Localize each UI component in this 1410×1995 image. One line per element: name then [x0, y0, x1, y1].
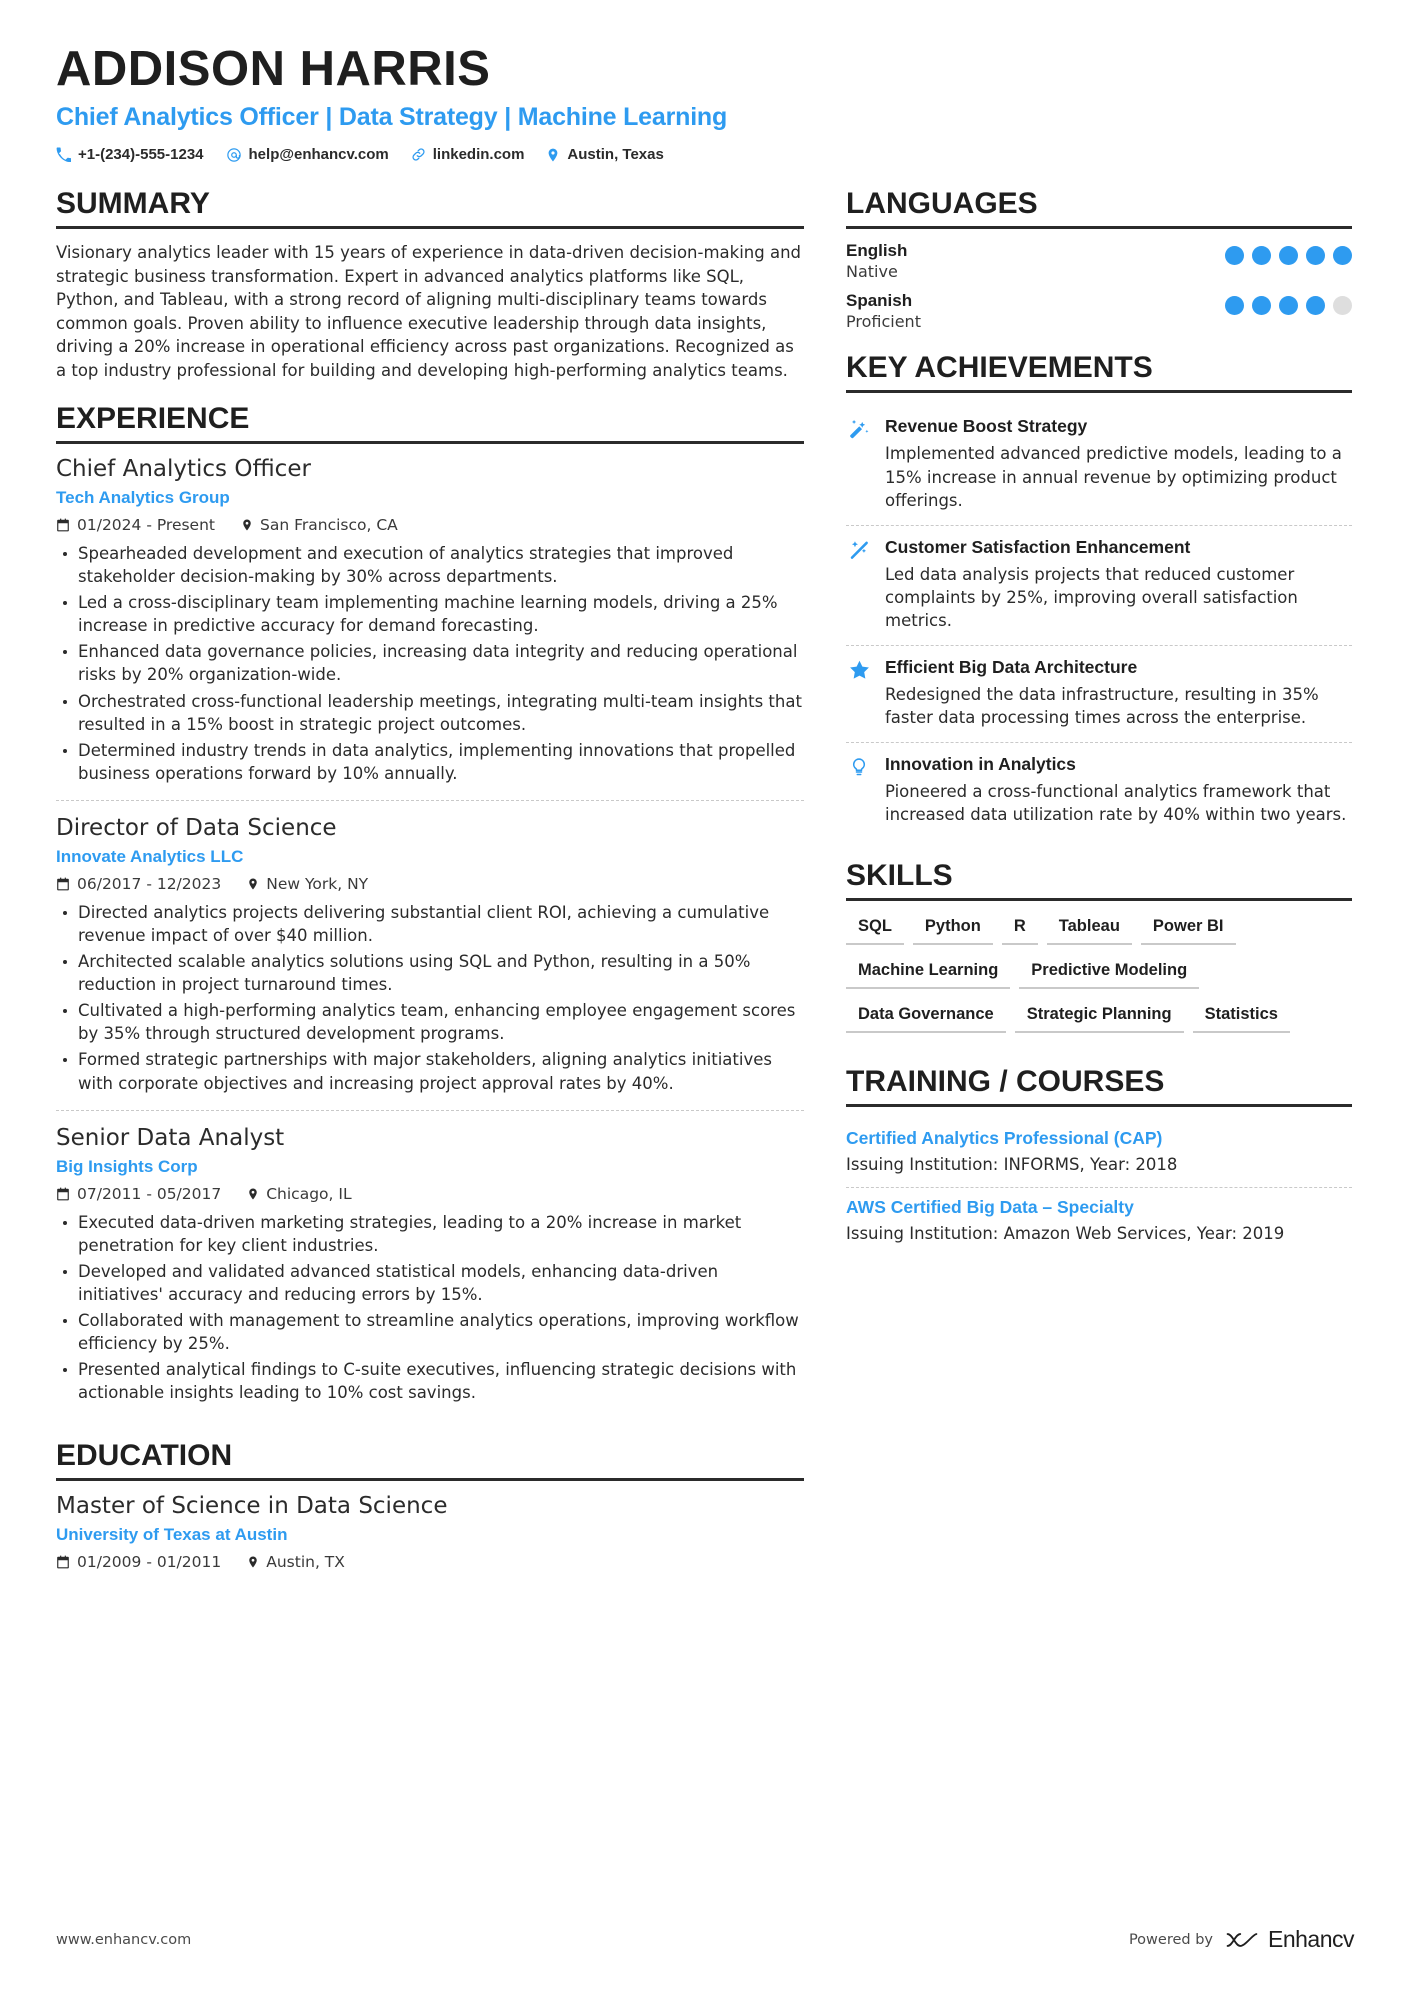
job-bullet: Led a cross-disciplinary team implementing machine learning models, driving a 25% increase in predictive accuracy for demand forecasting. — [56, 591, 804, 637]
skill-tag: SQL — [846, 913, 904, 945]
language-item — [846, 241, 1352, 281]
section-title-training: TRAINING / COURSES — [846, 1065, 1352, 1107]
candidate-headline: Chief Analytics Officer | Data Strategy | Machine Learning — [56, 103, 728, 132]
job-company: Big Insights Corp — [56, 1156, 198, 1176]
left-column — [56, 181, 804, 1591]
location-icon — [247, 1187, 259, 1201]
footer-website[interactable]: www.enhancv.com — [56, 1931, 192, 1948]
achievement-title: Efficient Big Data Architecture — [885, 657, 1138, 677]
contact-linkedin-text[interactable]: linkedin.com — [432, 146, 525, 164]
skill-tag: Python — [913, 913, 993, 945]
right-column — [846, 181, 1352, 1255]
contact-email-text[interactable]: help@enhancv.com — [248, 146, 389, 164]
powered-by — [1129, 1926, 1354, 1953]
rating-dot-empty — [1333, 296, 1352, 315]
course-title: Certified Analytics Professional (CAP) — [846, 1128, 1163, 1149]
lightbulb-icon — [846, 754, 872, 826]
education-item — [56, 1493, 804, 1591]
job-bullet: Executed data-driven marketing strategies, leading to a 20% increase in market penetration for key client industries. — [56, 1211, 804, 1257]
job-company: Innovate Analytics LLC — [56, 846, 244, 866]
resume-header — [56, 44, 1354, 163]
language-name: Spanish — [846, 291, 913, 311]
language-info — [846, 291, 921, 331]
achievement-body — [885, 537, 1352, 632]
job-bullet: Presented analytical findings to C-suite executives, influencing strategic decisions with actionable insights leading to 10% cost savings. — [56, 1358, 804, 1404]
education-meta — [56, 1553, 804, 1571]
job-bullet: Developed and validated advanced statistical models, enhancing data-driven initiatives' accuracy and reducing errors by 15%. — [56, 1260, 804, 1306]
education-dates: 01/2009 - 01/2011 — [77, 1553, 222, 1572]
resume-body — [56, 181, 1354, 1591]
location-icon — [241, 518, 253, 532]
language-name: English — [846, 241, 908, 261]
contact-row — [56, 146, 1354, 163]
section-title-experience: EXPERIENCE — [56, 402, 804, 444]
calendar-icon — [56, 877, 70, 891]
powered-by-label: Powered by — [1128, 1931, 1213, 1948]
achievement-desc: Redesigned the data infrastructure, resulting in 35% faster data processing times across the enterprise. — [885, 685, 1319, 728]
enhancv-wordmark: Enhancv — [1267, 1926, 1354, 1952]
job-bullet: Collaborated with management to streamline analytics operations, improving workflow efficiency by 25%. — [56, 1309, 804, 1355]
achievement-body — [885, 657, 1352, 729]
achievement-item — [846, 645, 1352, 742]
achievement-desc: Implemented advanced predictive models, leading to a 15% increase in annual revenue by optimizing product offerings. — [885, 444, 1342, 510]
skill-tag: Data Governance — [846, 1001, 1006, 1033]
phone-icon — [56, 147, 71, 162]
course-item — [846, 1187, 1352, 1256]
achievement-desc: Led data analysis projects that reduced customer complaints by 25%, improving overall satisfaction metrics. — [885, 564, 1298, 630]
job-company: Tech Analytics Group — [56, 487, 230, 507]
skill-tag: Tableau — [1047, 913, 1132, 945]
language-item — [846, 291, 1352, 331]
education-location: Austin, TX — [266, 1553, 345, 1572]
email-icon — [226, 147, 242, 163]
location-icon — [247, 1555, 259, 1569]
job-dates: 07/2011 - 05/2017 — [77, 1184, 222, 1203]
rating-dot — [1306, 246, 1325, 265]
experience-item — [56, 800, 804, 1110]
sparkle-icon — [846, 537, 872, 632]
contact-location — [546, 146, 663, 163]
course-title: AWS Certified Big Data – Specialty — [846, 1197, 1134, 1218]
education-degree: Master of Science in Data Science — [56, 1493, 448, 1520]
course-subtitle: Issuing Institution: INFORMS, Year: 2018 — [846, 1155, 1178, 1175]
achievement-body — [885, 416, 1352, 511]
rating-dot — [1279, 246, 1298, 265]
language-level: Proficient — [846, 312, 921, 332]
achievement-title: Revenue Boost Strategy — [885, 416, 1088, 437]
section-title-languages: LANGUAGES — [846, 187, 1352, 229]
rating-dot — [1306, 296, 1325, 315]
job-bullet: Determined industry trends in data analytics, implementing innovations that propelled business operations forward by 10% annually. — [56, 739, 804, 785]
job-bullet: Architected scalable analytics solutions using SQL and Python, resulting in a 50% reduction in project turnaround times. — [56, 950, 804, 996]
star-icon — [846, 657, 872, 729]
experience-item — [56, 1110, 804, 1420]
achievement-item — [846, 405, 1352, 524]
job-meta — [56, 875, 804, 893]
location-icon — [546, 147, 560, 163]
skills-list — [846, 913, 1352, 1045]
job-role: Director of Data Science — [56, 814, 337, 841]
job-location: Chicago, IL — [266, 1184, 352, 1203]
job-bullet: Enhanced data governance policies, increasing data integrity and reducing operational risks by 20% organization-wide. — [56, 640, 804, 686]
rating-dot — [1252, 246, 1271, 265]
job-bullets — [56, 542, 804, 785]
calendar-icon — [56, 1555, 70, 1569]
skill-tag: Predictive Modeling — [1019, 957, 1199, 989]
contact-linkedin[interactable] — [411, 146, 525, 163]
job-bullet: Directed analytics projects delivering substantial client ROI, achieving a cumulative revenue impact of over $40 million. — [56, 901, 804, 947]
language-rating — [1225, 291, 1352, 315]
section-title-education: EDUCATION — [56, 1439, 804, 1481]
candidate-name: ADDISON HARRIS — [56, 42, 491, 96]
job-bullet: Cultivated a high-performing analytics team, enhancing employee engagement scores by 35% through structured development programs. — [56, 999, 804, 1045]
job-location: San Francisco, CA — [260, 515, 398, 534]
course-item — [846, 1119, 1352, 1187]
job-bullet: Spearheaded development and execution of analytics strategies that improved stakeholder decision-making by 30% across departments. — [56, 542, 804, 588]
calendar-icon — [56, 1187, 70, 1201]
skill-tag: Power BI — [1141, 913, 1236, 945]
contact-email — [226, 146, 389, 163]
experience-item — [56, 456, 804, 800]
achievement-title: Innovation in Analytics — [885, 754, 1076, 775]
job-dates: 06/2017 - 12/2023 — [77, 874, 222, 893]
skill-tag: R — [1002, 913, 1038, 945]
job-location: New York, NY — [266, 874, 369, 893]
course-subtitle: Issuing Institution: Amazon Web Services, Year: 2019 — [846, 1224, 1285, 1244]
summary-text: Visionary analytics leader with 15 years of experience in data-driven decision-making and strategic business transformation. Expert in advanced analytics platforms like SQL, Python, and Tableau, with a strong record of aligning multi-disciplinary teams towards common goals. Proven ability to influence executive leadership through data insights, driving a 20% increase in operational efficiency across past organizations. Recognized as a top industry professional for building and developing high-performing analytics teams. — [56, 243, 802, 380]
location-icon — [247, 877, 259, 891]
page-footer — [56, 1926, 1354, 1953]
section-title-summary: SUMMARY — [56, 187, 804, 229]
contact-phone — [56, 146, 204, 163]
job-role: Senior Data Analyst — [56, 1124, 285, 1151]
language-info — [846, 241, 907, 281]
job-bullet: Orchestrated cross-functional leadership meetings, integrating multi-team insights that resulted in a 15% boost in strategic project outcomes. — [56, 690, 804, 736]
job-dates: 01/2024 - Present — [77, 515, 215, 534]
language-rating — [1225, 241, 1352, 265]
rating-dot — [1225, 296, 1244, 315]
job-bullets — [56, 1211, 804, 1405]
calendar-icon — [56, 518, 70, 532]
language-level: Native — [846, 262, 898, 282]
rating-dot — [1252, 296, 1271, 315]
rating-dot — [1333, 246, 1352, 265]
rating-dot — [1225, 246, 1244, 265]
job-bullet: Formed strategic partnerships with major stakeholders, aligning analytics initiatives with corporate objectives and increasing project approval rates by 40%. — [56, 1048, 804, 1094]
rating-dot — [1279, 296, 1298, 315]
magic-wand-icon — [846, 416, 872, 511]
job-meta — [56, 516, 804, 534]
section-title-achievements: KEY ACHIEVEMENTS — [846, 351, 1352, 393]
education-school: University of Texas at Austin — [56, 1525, 288, 1545]
enhancv-logo — [1225, 1926, 1354, 1953]
link-icon — [411, 147, 426, 162]
job-bullets — [56, 901, 804, 1095]
section-title-skills: SKILLS — [846, 859, 1352, 901]
contact-location-text: Austin, Texas — [567, 146, 664, 164]
skill-tag: Statistics — [1193, 1001, 1290, 1033]
achievement-item — [846, 525, 1352, 645]
contact-phone-text: +1-(234)-555-1234 — [78, 146, 204, 164]
skill-tag: Machine Learning — [846, 957, 1010, 989]
achievement-item — [846, 742, 1352, 839]
skill-tag: Strategic Planning — [1015, 1001, 1184, 1033]
achievement-desc: Pioneered a cross-functional analytics framework that increased data utilization rate by 40% within two years. — [885, 782, 1347, 825]
job-meta — [56, 1185, 804, 1203]
achievement-title: Customer Satisfaction Enhancement — [885, 536, 1191, 557]
achievement-body — [885, 754, 1352, 826]
job-role: Chief Analytics Officer — [56, 455, 311, 482]
